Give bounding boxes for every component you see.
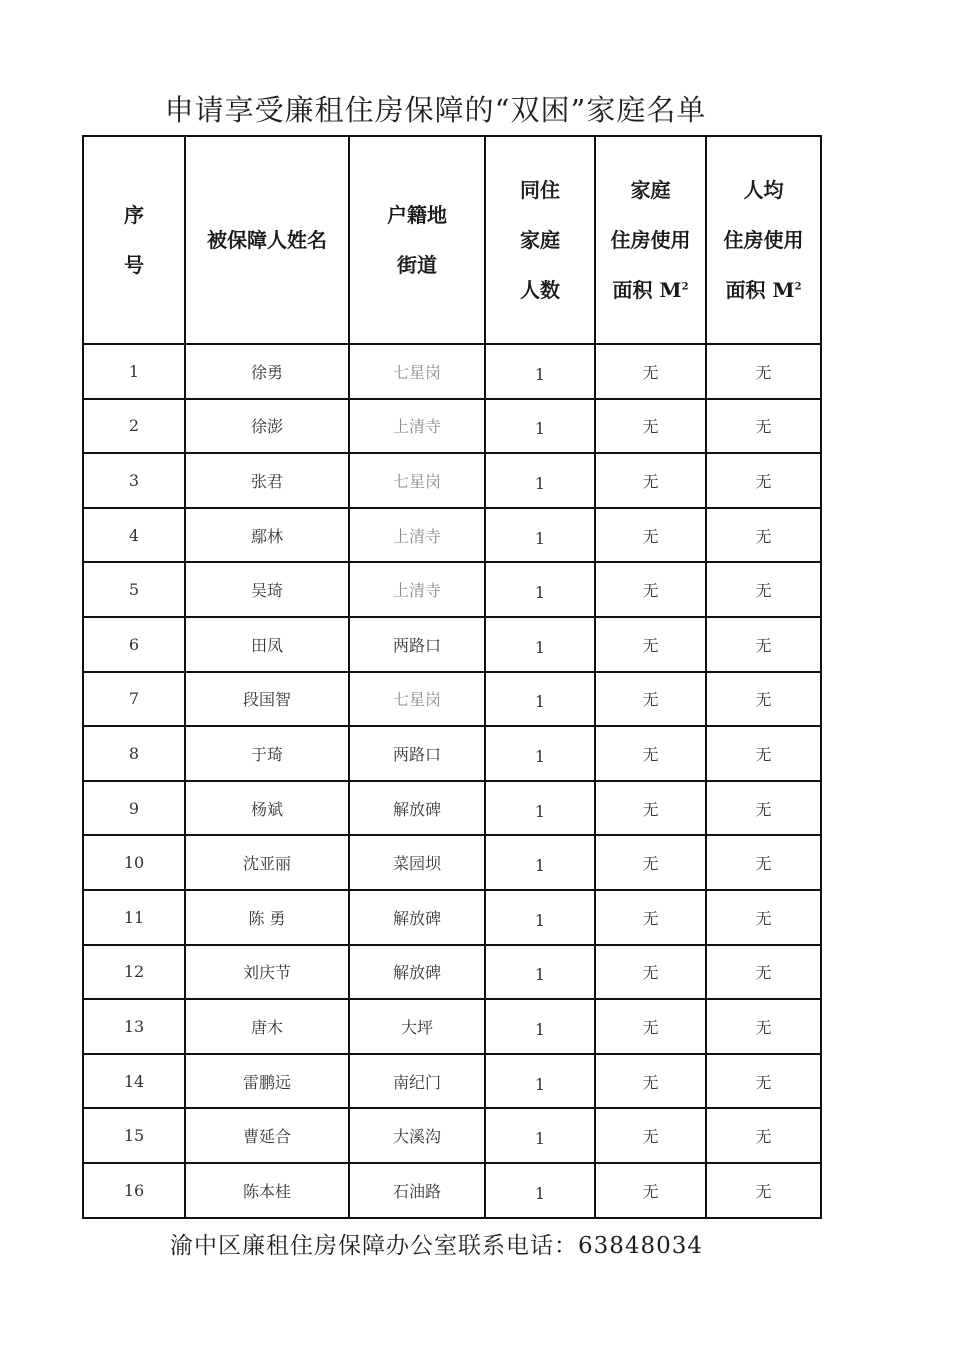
seq-cell: 10 [83, 835, 185, 890]
per-capita-area-cell: 无 [706, 1108, 821, 1163]
street-cell: 南纪门 [349, 1054, 485, 1109]
table-row [83, 835, 821, 890]
family-area-cell: 无 [595, 1108, 706, 1163]
document-title: 申请享受廉租住房保障的“双困”家庭名单 [164, 93, 707, 127]
household-count-cell: 1 [485, 453, 595, 508]
street-cell: 菜园坝 [349, 835, 485, 890]
name-cell: 鄢林 [185, 508, 349, 563]
household-count-cell: 1 [485, 562, 595, 617]
per-capita-area-cell: 无 [706, 1163, 821, 1218]
household-count-cell: 1 [485, 835, 595, 890]
street-cell: 石油路 [349, 1163, 485, 1218]
header-family-area: 家庭 住房使用 面积 $M^2$ [595, 136, 706, 344]
name-cell: 陈本桂 [185, 1163, 349, 1218]
household-count-cell: 1 [485, 399, 595, 454]
header-seq: 序 号 [83, 136, 185, 344]
header-per-capita-area: 人均 住房使用 面积 $M^2$ [706, 136, 821, 344]
street-cell: 七星岗 [349, 672, 485, 727]
seq-cell: 9 [83, 781, 185, 836]
seq-cell: 5 [83, 562, 185, 617]
family-area-cell: 无 [595, 672, 706, 727]
name-cell: 于琦 [185, 726, 349, 781]
contact-footer: 渝中区廉租住房保障办公室联系电话：63848034 [170, 1233, 704, 1259]
table-row [83, 1108, 821, 1163]
household-count-cell: 1 [485, 1108, 595, 1163]
street-cell: 上清寺 [349, 399, 485, 454]
family-area-cell: 无 [595, 1163, 706, 1218]
table-row [83, 344, 821, 399]
household-count-cell: 1 [485, 890, 595, 945]
household-count-cell: 1 [485, 726, 595, 781]
table-row [83, 562, 821, 617]
header-street: 户籍地 街道 [349, 136, 485, 344]
family-area-cell: 无 [595, 399, 706, 454]
seq-cell: 15 [83, 1108, 185, 1163]
seq-cell: 4 [83, 508, 185, 563]
table-row [83, 945, 821, 1000]
household-count-cell: 1 [485, 344, 595, 399]
per-capita-area-cell: 无 [706, 999, 821, 1054]
seq-cell: 7 [83, 672, 185, 727]
per-capita-area-cell: 无 [706, 453, 821, 508]
family-area-cell: 无 [595, 508, 706, 563]
seq-cell: 14 [83, 1054, 185, 1109]
street-cell: 七星岗 [349, 344, 485, 399]
family-area-cell: 无 [595, 562, 706, 617]
per-capita-area-cell: 无 [706, 617, 821, 672]
table-row [83, 726, 821, 781]
street-cell: 解放碑 [349, 890, 485, 945]
name-cell: 陈 勇 [185, 890, 349, 945]
family-area-cell: 无 [595, 453, 706, 508]
family-area-cell: 无 [595, 890, 706, 945]
household-count-cell: 1 [485, 945, 595, 1000]
name-cell: 刘庆节 [185, 945, 349, 1000]
table-row [83, 999, 821, 1054]
per-capita-area-cell: 无 [706, 344, 821, 399]
name-cell: 吴琦 [185, 562, 349, 617]
household-count-cell: 1 [485, 672, 595, 727]
name-cell: 曹延合 [185, 1108, 349, 1163]
table-row [83, 617, 821, 672]
per-capita-area-cell: 无 [706, 672, 821, 727]
street-cell: 大坪 [349, 999, 485, 1054]
name-cell: 沈亚丽 [185, 835, 349, 890]
street-cell: 解放碑 [349, 781, 485, 836]
table-row [83, 399, 821, 454]
seq-cell: 8 [83, 726, 185, 781]
seq-cell: 12 [83, 945, 185, 1000]
family-area-cell: 无 [595, 999, 706, 1054]
table-row [83, 890, 821, 945]
seq-cell: 11 [83, 890, 185, 945]
per-capita-area-cell: 无 [706, 835, 821, 890]
seq-cell: 6 [83, 617, 185, 672]
street-cell: 两路口 [349, 617, 485, 672]
household-count-cell: 1 [485, 1163, 595, 1218]
household-count-cell: 1 [485, 508, 595, 563]
per-capita-area-cell: 无 [706, 945, 821, 1000]
street-cell: 上清寺 [349, 508, 485, 563]
per-capita-area-cell: 无 [706, 890, 821, 945]
name-cell: 张君 [185, 453, 349, 508]
table-row [83, 453, 821, 508]
family-area-cell: 无 [595, 945, 706, 1000]
per-capita-area-cell: 无 [706, 562, 821, 617]
street-cell: 大溪沟 [349, 1108, 485, 1163]
family-area-cell: 无 [595, 1054, 706, 1109]
name-cell: 徐澎 [185, 399, 349, 454]
seq-cell: 13 [83, 999, 185, 1054]
per-capita-area-cell: 无 [706, 508, 821, 563]
household-count-cell: 1 [485, 617, 595, 672]
street-cell: 两路口 [349, 726, 485, 781]
table-row [83, 1163, 821, 1218]
seq-cell: 2 [83, 399, 185, 454]
name-cell: 田凤 [185, 617, 349, 672]
per-capita-area-cell: 无 [706, 399, 821, 454]
name-cell: 杨斌 [185, 781, 349, 836]
family-area-cell: 无 [595, 617, 706, 672]
household-count-cell: 1 [485, 781, 595, 836]
family-area-cell: 无 [595, 781, 706, 836]
street-cell: 上清寺 [349, 562, 485, 617]
table-row [83, 1054, 821, 1109]
table-header-row [83, 136, 821, 344]
name-cell: 段国智 [185, 672, 349, 727]
per-capita-area-cell: 无 [706, 781, 821, 836]
header-name: 被保障人姓名 [185, 136, 349, 344]
family-area-cell: 无 [595, 344, 706, 399]
household-count-cell: 1 [485, 999, 595, 1054]
family-area-cell: 无 [595, 726, 706, 781]
seq-cell: 3 [83, 453, 185, 508]
name-cell: 徐勇 [185, 344, 349, 399]
table-row [83, 508, 821, 563]
household-roster-table [82, 135, 822, 1219]
table-row [83, 781, 821, 836]
table-row [83, 672, 821, 727]
header-household-count: 同住 家庭 人数 [485, 136, 595, 344]
name-cell: 雷鹏远 [185, 1054, 349, 1109]
household-count-cell: 1 [485, 1054, 595, 1109]
seq-cell: 16 [83, 1163, 185, 1218]
per-capita-area-cell: 无 [706, 726, 821, 781]
street-cell: 解放碑 [349, 945, 485, 1000]
per-capita-area-cell: 无 [706, 1054, 821, 1109]
seq-cell: 1 [83, 344, 185, 399]
table-body [83, 344, 821, 1218]
name-cell: 唐木 [185, 999, 349, 1054]
family-area-cell: 无 [595, 835, 706, 890]
street-cell: 七星岗 [349, 453, 485, 508]
